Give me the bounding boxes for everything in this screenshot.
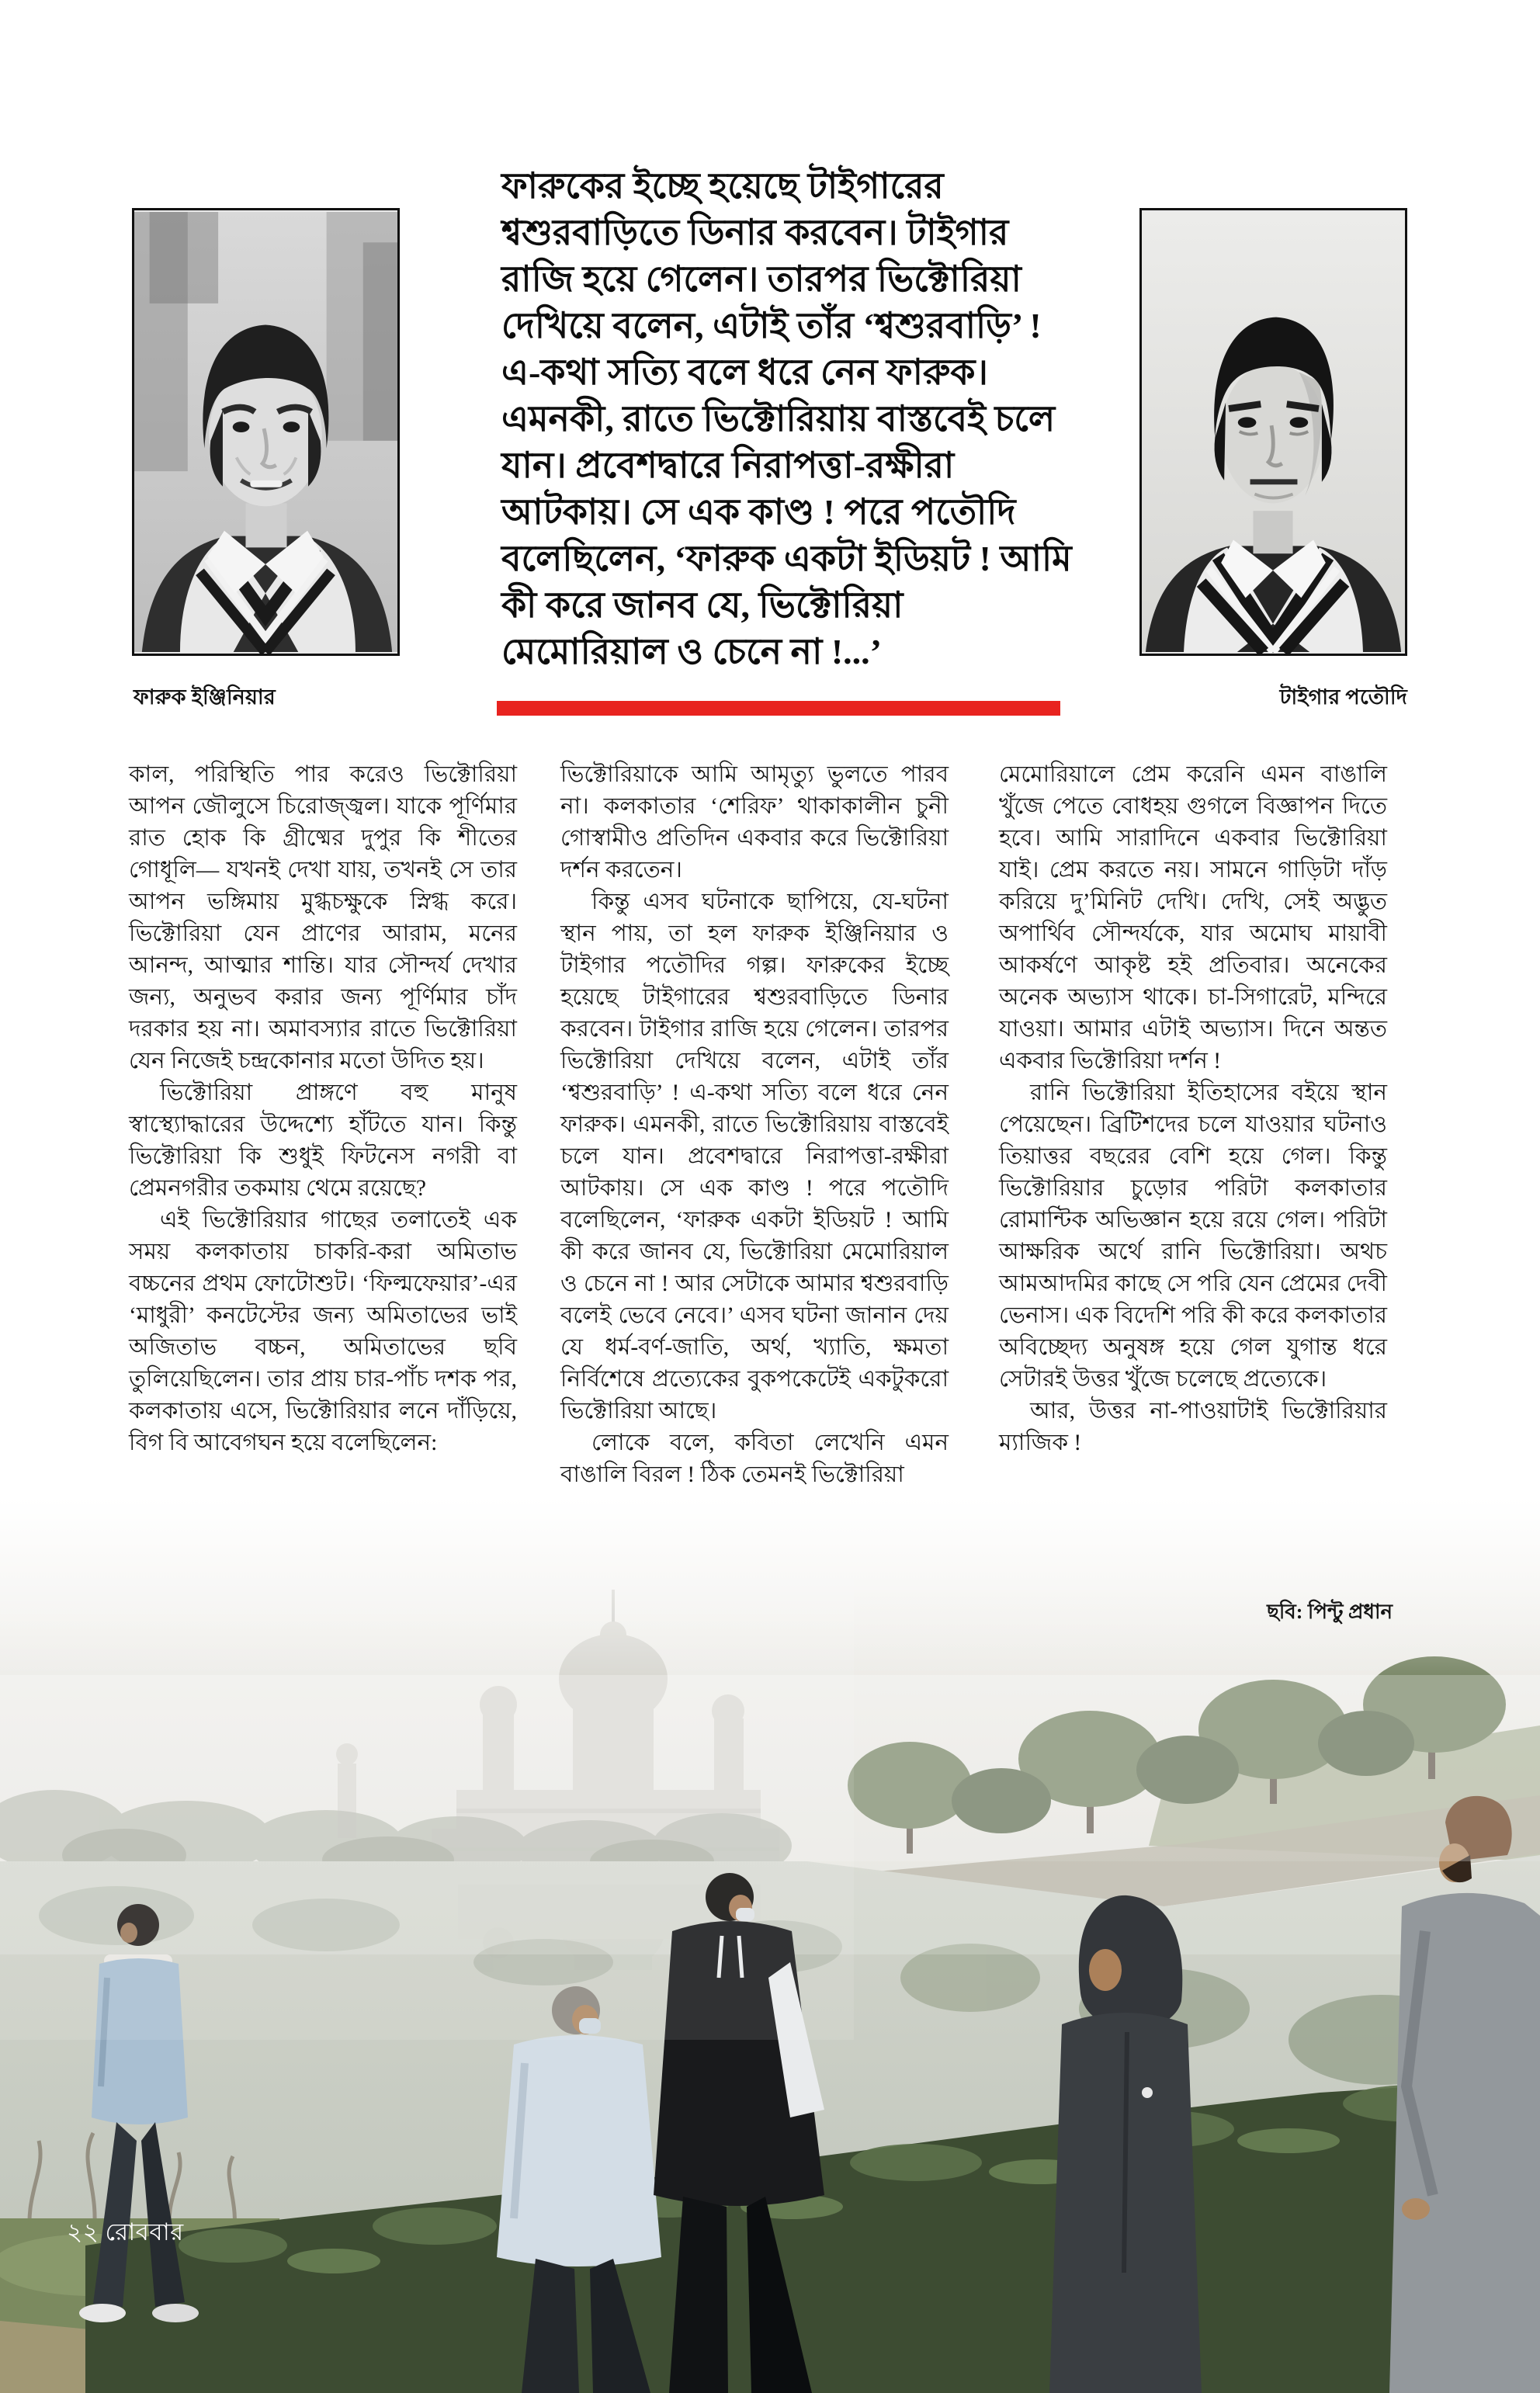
caption-tiger-pataudi: টাইগার পতৌদি <box>1279 685 1407 709</box>
pull-quote-line: এমনকী, রাতে ভিক্টোরিয়ায় বাস্তবেই চলে <box>501 399 1056 439</box>
portrait-tiger-pataudi <box>1139 208 1407 656</box>
pull-quote-line: এ-কথা সত্যি বলে ধরে নেন ফারুক। <box>501 352 988 392</box>
article-column-1 <box>129 759 517 1459</box>
paragraph: ভিক্টোরিয়াকে আমি আমৃত্যু ভুলতে পারব না। কলকাতার ‘শেরিফ’ থাকাকালীন চুনী গোস্বামীও প্রতিদিন একবার করে ভিক্টোরিয়া দর্শন করতেন। <box>560 762 949 883</box>
foggy-victoria-memorial-scene <box>0 1496 1540 2393</box>
paragraph: রানি ভিক্টোরিয়া ইতিহাসের বইয়ে স্থান পেয়েছেন। ব্রিটিশদের চলে যাওয়ার ঘটনাও তিয়াত্তর বছরের বেশি হয়ে গেল। কিন্তু ভিক্টোরিয়ার চুড়োর পরিটা কলকাতার রোমান্টিক অভিজ্ঞান হয়ে রয়ে গেল। পরিটা আক্ষরিক অর্থে রানি ভিক্টোরিয়া। অথচ আমআদমির কাছে সে পরি যেন প্রেমের দেবী ভেনাস। এক বিদেশি পরি কী করে কলকাতার অবিচ্ছেদ্য অনুষঙ্গ হয়ে গেল যুগান্ত ধরে সেটারই উত্তর খুঁজে চলেছে প্রত্যেকে। <box>999 1080 1387 1392</box>
paragraph: আর, উত্তর না-পাওয়াটাই ভিক্টোরিয়ার ম্যাজিক ! <box>999 1399 1387 1455</box>
pull-quote-line: শ্বশুরবাড়িতে ডিনার করবেন। টাইগার <box>501 213 1009 252</box>
photo-credit: ছবি: পিন্টু প্রধান <box>1267 1601 1393 1623</box>
pull-quote-line: রাজি হয়ে গেলেন। তারপর ভিক্টোরিয়া <box>501 259 1021 299</box>
paragraph: ভিক্টোরিয়া প্রাঙ্গণে বহু মানুষ স্বাস্থ্যোদ্ধারের উদ্দেশ্যে হাঁটতে যান। কিন্তু ভিক্টোরিয়া কি শুধুই ফিটনেস নগরী বা প্রেমনগরীর তকমায় থেমে রয়েছে? <box>129 1080 517 1201</box>
portrait-farokh-engineer <box>132 208 400 656</box>
caption-farokh-engineer: ফারুক ইঞ্জিনিয়ার <box>134 685 276 709</box>
pull-quote-line: আটকায়। সে এক কাণ্ড ! পরে পতৌদি <box>501 492 1016 532</box>
red-divider-rule <box>497 701 1060 716</box>
paragraph: কাল, পরিস্থিতি পার করেও ভিক্টোরিয়া আপন জৌলুসে চিরোজ্জ্বল। যাকে পূর্ণিমার রাত হোক কি গ্রীষ্মের দুপুর কি শীতের গোধূলি— যখনই দেখা যায়, তখনই সে তার আপন ভঙ্গিমায় মুগ্ধচক্ষুকে স্নিগ্ধ করে। ভিক্টোরিয়া যেন প্রাণের আরাম, মনের আনন্দ, আত্মার শান্তি। যার সৌন্দর্য দেখার জন্য, অনুভব করার জন্য পূর্ণিমার চাঁদ দরকার হয় না। অমাবস্যার রাতে ভিক্টোরিয়া যেন নিজেই চন্দ্রকোনার মতো উদিত হয়। <box>129 762 517 1073</box>
paragraph: কিন্তু এসব ঘটনাকে ছাপিয়ে, যে-ঘটনা স্থান পায়, তা হল ফারুক ইঞ্জিনিয়ার ও টাইগার পতৌদির গল্প। ফারুকের ইচ্ছে হয়েছে টাইগারের শ্বশুরবাড়িতে ডিনার করবেন। টাইগার রাজি হয়ে গেলেন। তারপর ভিক্টোরিয়া দেখিয়ে বলেন, এটাই তাঁর ‘শ্বশুরবাড়ি’ ! এ-কথা সত্যি বলে ধরে নেন ফারুক। এমনকী, রাতে ভিক্টোরিয়ায় বাস্তবেই চলে যান। প্রবেশদ্বারে নিরাপত্তা-রক্ষীরা আটকায়। সে এক কাণ্ড ! পরে পতৌদি বলেছিলেন, ‘ফারুক একটা ইডিয়ট ! আমি কী করে জানব যে, ভিক্টোরিয়া মেমোরিয়াল ও চেনে না ! আর সেটাকে আমার শ্বশুরবাড়ি বলেই ভেবে নেবে।’ এসব ঘটনা জানান দেয় যে ধর্ম-বর্ণ-জাতি, অর্থ, খ্যাতি, ক্ষমতা নির্বিশেষে প্রত্যেকের বুকপকেটেই একটুকরো ভিক্টোরিয়া আছে। <box>560 890 949 1424</box>
article-column-3 <box>999 759 1387 1459</box>
pull-quote-line: দেখিয়ে বলেন, এটাই তাঁর ‘শ্বশুরবাড়ি’ ! <box>501 306 1042 345</box>
pull-quote-line: বলেছিলেন, ‘ফারুক একটা ইডিয়ট ! আমি <box>501 539 1072 578</box>
article-column-2 <box>560 759 949 1491</box>
paragraph: এই ভিক্টোরিয়ার গাছের তলাতেই এক সময় কলকাতায় চাকরি-করা অমিতাভ বচ্চনের প্রথম ফোটোশুট। ‘ফিল্মফেয়ার’-এর ‘মাধুরী’ কনটেস্টের জন্য অমিতাভের ভাই অজিতাভ বচ্চন, অমিতাভের ছবি তুলিয়েছিলেন। তার প্রায় চার-পাঁচ দশক পর, কলকাতায় এসে, ভিক্টোরিয়ার লনে দাঁড়িয়ে, বিগ বি আবেগঘন হয়ে বলেছিলেন: <box>129 1208 517 1455</box>
pull-quote-line: ফারুকের ইচ্ছে হয়েছে টাইগারের <box>501 166 944 206</box>
tiger-pataudi-photo <box>1142 210 1405 654</box>
victoria-memorial-fog-photo <box>0 1496 1540 2393</box>
farokh-engineer-photo <box>134 210 397 654</box>
pull-quote <box>501 163 1072 675</box>
paragraph: মেমোরিয়ালে প্রেম করেনি এমন বাঙালি খুঁজে পেতে বোধহয় গুগলে বিজ্ঞাপন দিতে হবে। আমি সারাদিনে একবার ভিক্টোরিয়া যাই। প্রেম করতে নয়। সামনে গাড়িটা দাঁড় করিয়ে দু’মিনিট দেখি। দেখি, সেই অদ্ভুত অপার্থিব সৌন্দর্যকে, যার অমোঘ মায়াবী আকর্ষণে আকৃষ্ট হই প্রতিবার। অনেকের অনেক অভ্যাস থাকে। চা-সিগারেট, মন্দিরে যাওয়া। আমার এটাই অভ্যাস। দিনে অন্তত একবার ভিক্টোরিয়া দর্শন ! <box>999 762 1387 1073</box>
paragraph: লোকে বলে, কবিতা লেখেনি এমন বাঙালি বিরল ! ঠিক তেমনই ভিক্টোরিয়া <box>560 1431 949 1487</box>
page-number: ২২ রোববার <box>67 2218 184 2246</box>
pull-quote-line: যান। প্রবেশদ্বারে নিরাপত্তা-রক্ষীরা <box>501 446 955 485</box>
pull-quote-line: কী করে জানব যে, ভিক্টোরিয়া <box>501 585 904 625</box>
pull-quote-line: মেমোরিয়াল ও চেনে না !...’ <box>501 632 882 671</box>
